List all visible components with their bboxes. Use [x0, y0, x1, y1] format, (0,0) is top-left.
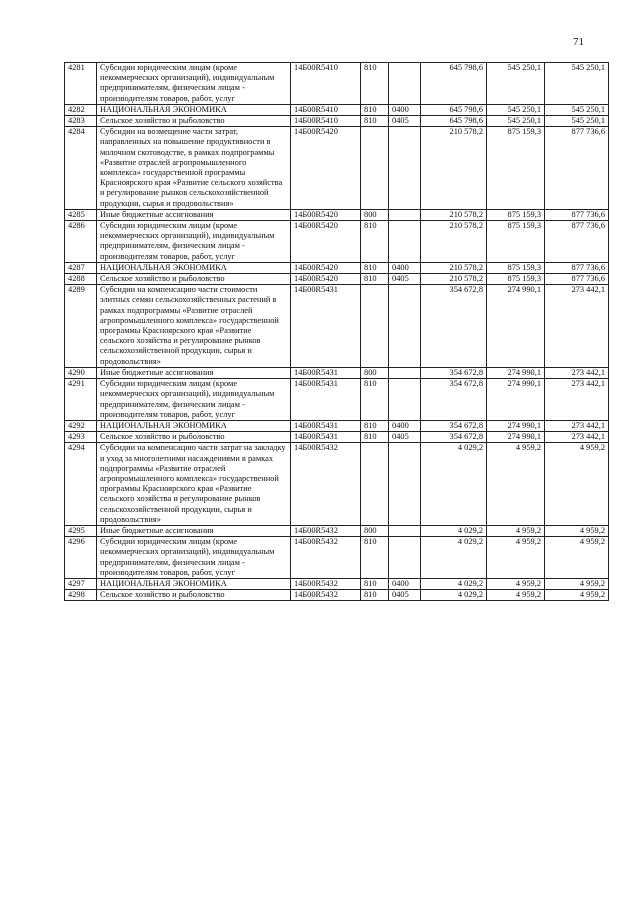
- row-number: 4294: [65, 443, 97, 526]
- row-number: 4291: [65, 379, 97, 421]
- target-article-code: 14Б00R5431: [291, 420, 361, 431]
- amount-year-1: 4 029,2: [421, 578, 487, 589]
- amount-year-2: 4 959,2: [487, 537, 545, 579]
- table-row: [65, 285, 609, 368]
- row-number: 4283: [65, 116, 97, 127]
- amount-year-3: 273 442,1: [545, 420, 609, 431]
- row-name: НАЦИОНАЛЬНАЯ ЭКОНОМИКА: [97, 104, 291, 115]
- section-code: 0405: [389, 432, 421, 443]
- row-name: НАЦИОНАЛЬНАЯ ЭКОНОМИКА: [97, 578, 291, 589]
- table-row: [65, 104, 609, 115]
- table-row: [65, 127, 609, 210]
- target-article-code: 14Б00R5432: [291, 443, 361, 526]
- amount-year-3: 877 736,6: [545, 262, 609, 273]
- table-row: [65, 537, 609, 579]
- target-article-code: 14Б00R5431: [291, 285, 361, 368]
- row-name: НАЦИОНАЛЬНАЯ ЭКОНОМИКА: [97, 262, 291, 273]
- amount-year-2: 875 159,3: [487, 274, 545, 285]
- row-number: 4287: [65, 262, 97, 273]
- expense-type-code: 800: [361, 209, 389, 220]
- target-article-code: 14Б00R5410: [291, 63, 361, 105]
- row-number: 4282: [65, 104, 97, 115]
- row-number: 4289: [65, 285, 97, 368]
- target-article-code: 14Б00R5420: [291, 127, 361, 210]
- amount-year-3: 4 959,2: [545, 590, 609, 601]
- amount-year-3: 273 442,1: [545, 432, 609, 443]
- amount-year-2: 4 959,2: [487, 590, 545, 601]
- table-row: [65, 525, 609, 536]
- expense-type-code: 800: [361, 525, 389, 536]
- section-code: [389, 443, 421, 526]
- amount-year-2: 875 159,3: [487, 209, 545, 220]
- amount-year-3: 877 736,6: [545, 209, 609, 220]
- amount-year-2: 545 250,1: [487, 104, 545, 115]
- section-code: 0400: [389, 578, 421, 589]
- amount-year-3: 273 442,1: [545, 367, 609, 378]
- section-code: [389, 63, 421, 105]
- amount-year-2: 545 250,1: [487, 116, 545, 127]
- row-number: 4292: [65, 420, 97, 431]
- budget-table: [64, 62, 609, 601]
- target-article-code: 14Б00R5420: [291, 221, 361, 263]
- expense-type-code: 810: [361, 432, 389, 443]
- amount-year-1: 4 029,2: [421, 525, 487, 536]
- row-name: Сельское хозяйство и рыболовство: [97, 116, 291, 127]
- amount-year-2: 4 959,2: [487, 578, 545, 589]
- row-name: Субсидии юридическим лицам (кроме некоммерческих организаций), индивидуальным предпринимателям, физическим лицам - производителям товаров, работ, услуг: [97, 537, 291, 579]
- expense-type-code: [361, 443, 389, 526]
- row-name: Иные бюджетные ассигнования: [97, 209, 291, 220]
- amount-year-1: 4 029,2: [421, 443, 487, 526]
- amount-year-2: 274 990,1: [487, 420, 545, 431]
- section-code: [389, 209, 421, 220]
- row-number: 4297: [65, 578, 97, 589]
- table-row: [65, 379, 609, 421]
- amount-year-2: 274 990,1: [487, 285, 545, 368]
- row-number: 4281: [65, 63, 97, 105]
- table-row: [65, 432, 609, 443]
- amount-year-1: 210 578,2: [421, 274, 487, 285]
- table-row: [65, 443, 609, 526]
- amount-year-1: 354 672,8: [421, 367, 487, 378]
- amount-year-1: 210 578,2: [421, 209, 487, 220]
- table-row: [65, 420, 609, 431]
- amount-year-2: 545 250,1: [487, 63, 545, 105]
- table-row: [65, 262, 609, 273]
- expense-type-code: 810: [361, 262, 389, 273]
- amount-year-2: 4 959,2: [487, 443, 545, 526]
- expense-type-code: 810: [361, 590, 389, 601]
- expense-type-code: 810: [361, 116, 389, 127]
- target-article-code: 14Б00R5431: [291, 432, 361, 443]
- row-name: Субсидии юридическим лицам (кроме некоммерческих организаций), индивидуальным предпринимателям, физическим лицам - производителям товаров, работ, услуг: [97, 379, 291, 421]
- amount-year-3: 273 442,1: [545, 379, 609, 421]
- table-row: [65, 590, 609, 601]
- row-name: Субсидии юридическим лицам (кроме некоммерческих организаций), индивидуальным предпринимателям, физическим лицам - производителям товаров, работ, услуг: [97, 221, 291, 263]
- section-code: 0400: [389, 262, 421, 273]
- amount-year-2: 274 990,1: [487, 432, 545, 443]
- section-code: [389, 367, 421, 378]
- target-article-code: 14Б00R5432: [291, 525, 361, 536]
- expense-type-code: 810: [361, 221, 389, 263]
- target-article-code: 14Б00R5410: [291, 104, 361, 115]
- row-name: Сельское хозяйство и рыболовство: [97, 590, 291, 601]
- amount-year-3: 4 959,2: [545, 537, 609, 579]
- amount-year-1: 210 578,2: [421, 262, 487, 273]
- section-code: [389, 285, 421, 368]
- amount-year-3: 877 736,6: [545, 221, 609, 263]
- row-number: 4284: [65, 127, 97, 210]
- expense-type-code: 810: [361, 420, 389, 431]
- row-number: 4293: [65, 432, 97, 443]
- amount-year-1: 354 672,8: [421, 285, 487, 368]
- target-article-code: 14Б00R5431: [291, 367, 361, 378]
- table-row: [65, 367, 609, 378]
- amount-year-3: 545 250,1: [545, 104, 609, 115]
- table-row: [65, 274, 609, 285]
- row-number: 4296: [65, 537, 97, 579]
- expense-type-code: 810: [361, 63, 389, 105]
- row-name: Субсидии на компенсацию части стоимости элитных семян сельскохозяйственных растений в рамках подпрограммы «Развитие отраслей агропромышленного комплекса» государственной программы Красноярского края «Развитие сельского хозяйства и регулирование рынков сельскохозяйственной продукции, сырья и продовольствия»: [97, 285, 291, 368]
- target-article-code: 14Б00R5410: [291, 116, 361, 127]
- amount-year-3: 545 250,1: [545, 63, 609, 105]
- target-article-code: 14Б00R5432: [291, 578, 361, 589]
- section-code: 0405: [389, 116, 421, 127]
- target-article-code: 14Б00R5420: [291, 209, 361, 220]
- row-name: Сельское хозяйство и рыболовство: [97, 432, 291, 443]
- amount-year-1: 354 672,8: [421, 432, 487, 443]
- amount-year-3: 877 736,6: [545, 274, 609, 285]
- target-article-code: 14Б00R5420: [291, 262, 361, 273]
- section-code: [389, 537, 421, 579]
- section-code: 0405: [389, 590, 421, 601]
- row-name: Субсидии на возмещение части затрат, направленных на повышение продуктивности в молочном скотоводстве, в рамках подпрограммы «Развитие отраслей агропромышленного комплекса» государственной программы Красноярского края «Развитие сельского хозяйства и регулирование рынков сельскохозяйственной продукции, сырья и продовольствия»: [97, 127, 291, 210]
- row-number: 4286: [65, 221, 97, 263]
- amount-year-2: 274 990,1: [487, 379, 545, 421]
- amount-year-1: 354 672,8: [421, 379, 487, 421]
- amount-year-3: 4 959,2: [545, 578, 609, 589]
- amount-year-1: 210 578,2: [421, 127, 487, 210]
- amount-year-2: 4 959,2: [487, 525, 545, 536]
- expense-type-code: 810: [361, 274, 389, 285]
- row-number: 4288: [65, 274, 97, 285]
- row-number: 4295: [65, 525, 97, 536]
- table-row: [65, 63, 609, 105]
- table-row: [65, 209, 609, 220]
- target-article-code: 14Б00R5431: [291, 379, 361, 421]
- section-code: 0405: [389, 274, 421, 285]
- expense-type-code: 800: [361, 367, 389, 378]
- row-name: НАЦИОНАЛЬНАЯ ЭКОНОМИКА: [97, 420, 291, 431]
- expense-type-code: 810: [361, 104, 389, 115]
- amount-year-3: 273 442,1: [545, 285, 609, 368]
- target-article-code: 14Б00R5420: [291, 274, 361, 285]
- row-number: 4290: [65, 367, 97, 378]
- expense-type-code: [361, 127, 389, 210]
- amount-year-2: 875 159,3: [487, 262, 545, 273]
- amount-year-3: 4 959,2: [545, 443, 609, 526]
- section-code: [389, 525, 421, 536]
- amount-year-3: 4 959,2: [545, 525, 609, 536]
- section-code: [389, 379, 421, 421]
- page-number: 71: [573, 36, 584, 48]
- amount-year-1: 4 029,2: [421, 590, 487, 601]
- row-name: Иные бюджетные ассигнования: [97, 367, 291, 378]
- table-row: [65, 116, 609, 127]
- table-body: [65, 63, 609, 601]
- amount-year-2: 274 990,1: [487, 367, 545, 378]
- section-code: 0400: [389, 420, 421, 431]
- row-number: 4298: [65, 590, 97, 601]
- row-name: Субсидии на компенсацию части затрат на закладку и уход за многолетними насаждениями в рамках подпрограммы «Развитие отраслей агропромышленного комплекса» государственной программы Красноярского края «Развитие сельского хозяйства и регулирование рынков сельскохозяйственной продукции, сырья и продовольствия»: [97, 443, 291, 526]
- amount-year-1: 4 029,2: [421, 537, 487, 579]
- row-name: Сельское хозяйство и рыболовство: [97, 274, 291, 285]
- amount-year-1: 210 578,2: [421, 221, 487, 263]
- row-name: Субсидии юридическим лицам (кроме некоммерческих организаций), индивидуальным предпринимателям, физическим лицам - производителям товаров, работ, услуг: [97, 63, 291, 105]
- amount-year-2: 875 159,3: [487, 127, 545, 210]
- amount-year-3: 545 250,1: [545, 116, 609, 127]
- expense-type-code: [361, 285, 389, 368]
- amount-year-1: 645 798,6: [421, 104, 487, 115]
- expense-type-code: 810: [361, 537, 389, 579]
- section-code: [389, 221, 421, 263]
- amount-year-3: 877 736,6: [545, 127, 609, 210]
- table-row: [65, 221, 609, 263]
- amount-year-1: 645 798,6: [421, 116, 487, 127]
- expense-type-code: 810: [361, 379, 389, 421]
- table-row: [65, 578, 609, 589]
- target-article-code: 14Б00R5432: [291, 537, 361, 579]
- amount-year-1: 354 672,8: [421, 420, 487, 431]
- section-code: [389, 127, 421, 210]
- expense-type-code: 810: [361, 578, 389, 589]
- target-article-code: 14Б00R5432: [291, 590, 361, 601]
- section-code: 0400: [389, 104, 421, 115]
- amount-year-1: 645 798,6: [421, 63, 487, 105]
- row-number: 4285: [65, 209, 97, 220]
- amount-year-2: 875 159,3: [487, 221, 545, 263]
- row-name: Иные бюджетные ассигнования: [97, 525, 291, 536]
